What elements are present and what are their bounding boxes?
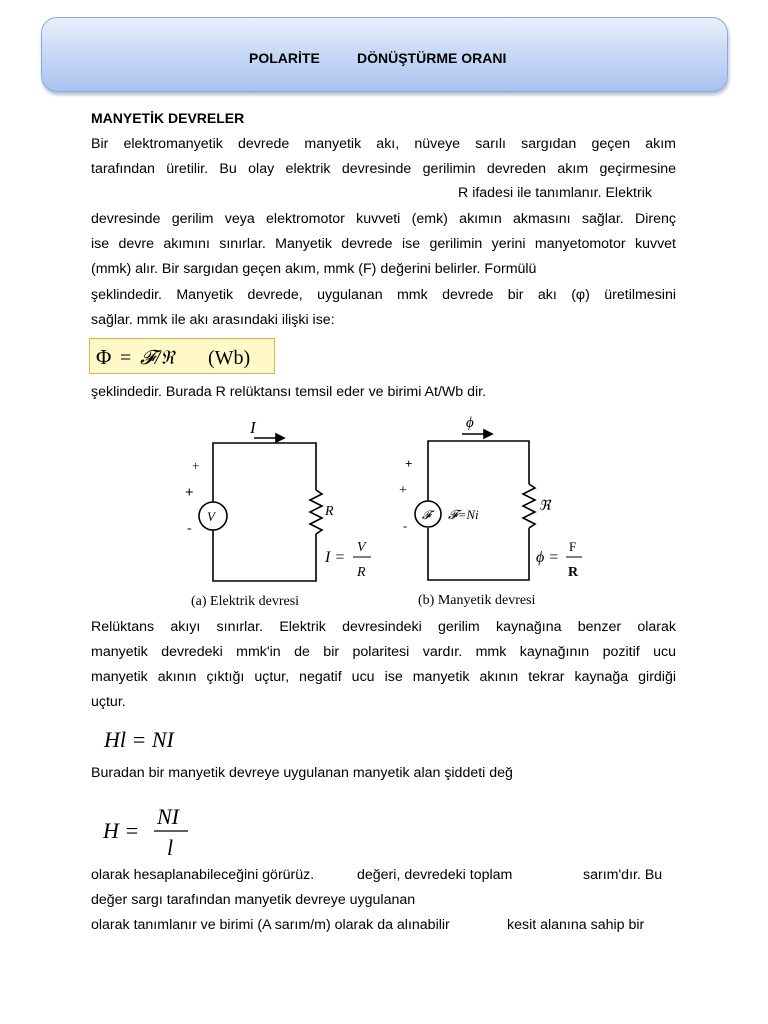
formula-rhs: 𝓕/ℜ: [140, 347, 175, 369]
caption-a: (a) Elektrik devresi: [191, 594, 300, 609]
paragraph1-line8: sağlar. mmk ile akı arasındaki ilişki ise:: [91, 312, 335, 328]
minus-a: -: [187, 521, 192, 536]
paragraph1-line7: şeklindedir. Manyetik devrede, uygulanan mmk devrede bir akı (φ) üretilmesini: [91, 287, 676, 303]
formula-h-den: l: [167, 835, 174, 860]
last-line3-a: olarak tanımlanır ve birimi (A sarım/m) olarak da alınabilir: [91, 917, 450, 933]
electric-circuit-top-wire: [213, 443, 316, 502]
source-label-v: V: [207, 509, 215, 524]
magnetic-field-line: Buradan bir manyetik devreye uygulanan manyetik alan şiddeti değ: [91, 765, 513, 781]
mmf-label: 𝓕=Ni: [448, 507, 479, 522]
paragraph1-line2: tarafından üretilir. Bu olay elektrik devresinde gerilimin devreden akım geçirmesine: [91, 161, 676, 177]
formula-h-lhs: H =: [103, 818, 140, 843]
header-donusturme-orani: DÖNÜŞTÜRME ORANI: [357, 50, 507, 66]
formula-phi: Φ: [96, 345, 112, 369]
paragraph2-line4: uçtur.: [91, 694, 126, 710]
paragraph2-line2: manyetik devredeki mmk'in de bir polaritesi vardır. mmk kaynağının pozitif ucu: [91, 644, 676, 660]
minus-b: -: [403, 518, 408, 533]
paragraph2-line1: Relüktans akıyı sınırlar. Elektrik devresindeki gerilim kaynağına benzer olarak: [91, 619, 676, 635]
current-label-i: I: [250, 418, 256, 437]
resistor-r: [310, 490, 322, 534]
ohm-eq-den: R: [357, 565, 366, 580]
last-line3-b: kesit alanına sahip bir: [507, 917, 645, 933]
last-line2: değer sargı tarafından manyetik devreye uygulanan: [91, 892, 416, 908]
header-polarite: POLARİTE: [249, 50, 320, 66]
ohm-eq-num: V: [357, 540, 366, 555]
last-line1-a: olarak hesaplanabileceğini görürüz.: [91, 867, 315, 883]
last-line1-c: sarım'dır. Bu: [583, 867, 663, 883]
resistor-label-r: R: [325, 504, 334, 519]
formula-h-num: NI: [157, 804, 179, 829]
magnetic-circuit-top-wire: [428, 441, 529, 501]
paragraph1-line3: R ifadesi ile tanımlanır. Elektrik: [458, 185, 652, 201]
electric-circuit: [199, 434, 322, 581]
plus-b: +: [399, 483, 407, 498]
paragraph1-line4: devresinde gerilim veya elektromotor kuvveti (emk) akımın akmasını sağlar. Direnç: [91, 211, 676, 227]
paragraph1-line1: Bir elektromanyetik devrede manyetik akı, nüveye sarılı sargıdan geçen akım: [91, 136, 676, 152]
flux-arrow-head: [484, 430, 492, 438]
caption-b: (b) Manyetik devresi: [418, 593, 536, 608]
section-title: MANYETİK DEVRELER: [91, 110, 245, 126]
formula-hl-ni-text: Hl = NI: [104, 727, 174, 752]
last-line1-b: değeri, devredeki toplam: [357, 867, 513, 883]
magnetic-circuit-bottom-wire: [428, 528, 529, 580]
reluctance-r: [523, 484, 535, 528]
formula-equals: =: [120, 347, 132, 369]
magnetic-circuit: [415, 430, 535, 580]
ohm-eq-lhs: I =: [325, 549, 346, 566]
paragraph1-line6: (mmk) alır. Bir sargıdan geçen akım, mmk (F) değerini belirler. Formülü: [91, 261, 537, 277]
flux-eq-lhs: ϕ =: [536, 549, 560, 566]
current-arrow-head: [276, 434, 284, 442]
formula-hl-ni: [100, 724, 210, 754]
reluctance-label: ℜ: [539, 499, 551, 514]
plus-small-b: +: [405, 456, 413, 471]
formula-h: [100, 800, 210, 862]
formula-unit: (Wb): [208, 347, 251, 369]
mmf-source-label: 𝓕: [422, 508, 431, 522]
flux-label-phi: ϕ: [466, 415, 474, 431]
electric-circuit-bottom-wire: [213, 530, 316, 581]
flux-eq-den: R: [568, 565, 579, 580]
reluctance-line: şeklindedir. Burada R relüktansı temsil eder ve birimi At/Wb dir.: [91, 384, 487, 400]
paragraph1-line5: ise devre akımını sınırlar. Manyetik devrede ise gerilimin yerini manyetomotor kuvvet: [91, 236, 676, 252]
plus-small-a: +: [192, 458, 200, 473]
paragraph2-line3: manyetik akının çıktığı uçtur, negatif ucu ise manyetik akının tekrar kaynağa girdiği: [91, 669, 676, 685]
plus-a: +: [185, 485, 194, 501]
flux-eq-num: F: [569, 539, 577, 554]
